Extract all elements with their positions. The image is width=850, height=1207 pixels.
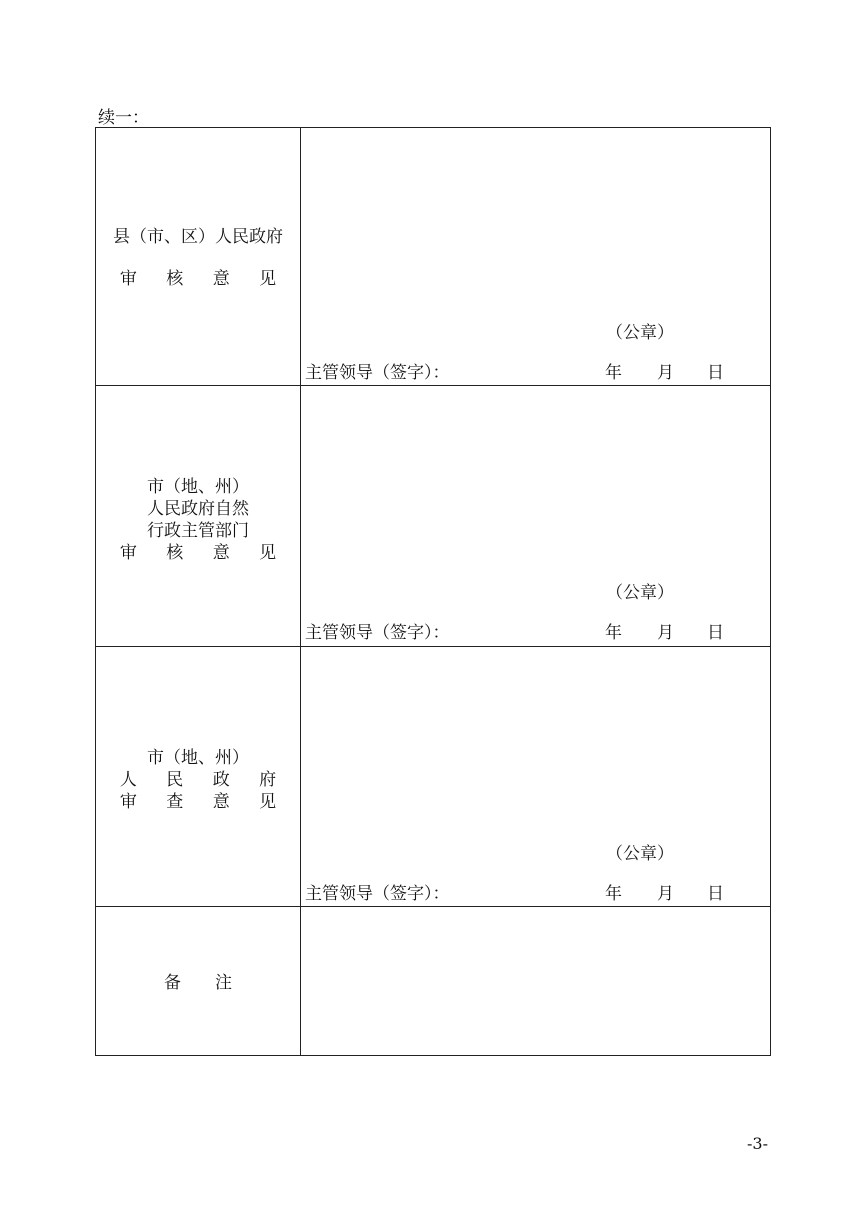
label-line: 审 核 意 见 [119,269,289,289]
signature-label: 主管领导（签字）： [305,363,450,383]
signature-label: 主管领导（签字）： [305,623,450,643]
label-line: 人民政府自然 [147,499,249,519]
date-day-label: 日 [707,623,724,643]
label-line: 行政主管部门 [147,521,249,541]
remarks-field[interactable] [301,907,771,1056]
table-row [96,128,771,386]
city-government-opinion-field[interactable] [301,647,771,907]
date-year-label: 年 [605,363,622,383]
approval-form-table [95,127,771,1056]
official-seal-label: （公章） [606,844,674,864]
date-year-label: 年 [605,623,622,643]
city-natural-resources-opinion-field[interactable] [301,386,771,647]
label-line: 市（地、州） [147,477,249,497]
official-seal-label: （公章） [606,583,674,603]
county-government-label-cell [96,128,301,386]
date-year-label: 年 [605,884,622,904]
city-natural-resources-label-cell [96,386,301,647]
table-row [96,647,771,907]
date-month-label: 月 [657,623,674,643]
date-month-label: 月 [657,363,674,383]
remarks-label-cell [96,907,301,1056]
label-line: 审 核 意 见 [119,543,289,563]
signature-label: 主管领导（签字）： [305,884,450,904]
date-day-label: 日 [707,363,724,383]
county-government-opinion-field[interactable] [301,128,771,386]
table-row [96,386,771,647]
label-line: 审 查 意 见 [119,792,289,812]
label-line: 人 民 政 府 [119,770,289,790]
date-day-label: 日 [707,884,724,904]
label-line: 县（市、区）人民政府 [113,227,283,247]
table-row [96,907,771,1056]
continued-label: 续一： [98,108,149,128]
page-number: -3- [747,1134,768,1153]
remarks-label: 备 注 [164,973,232,993]
date-month-label: 月 [657,884,674,904]
official-seal-label: （公章） [606,323,674,343]
city-government-label-cell [96,647,301,907]
label-line: 市（地、州） [147,748,249,768]
